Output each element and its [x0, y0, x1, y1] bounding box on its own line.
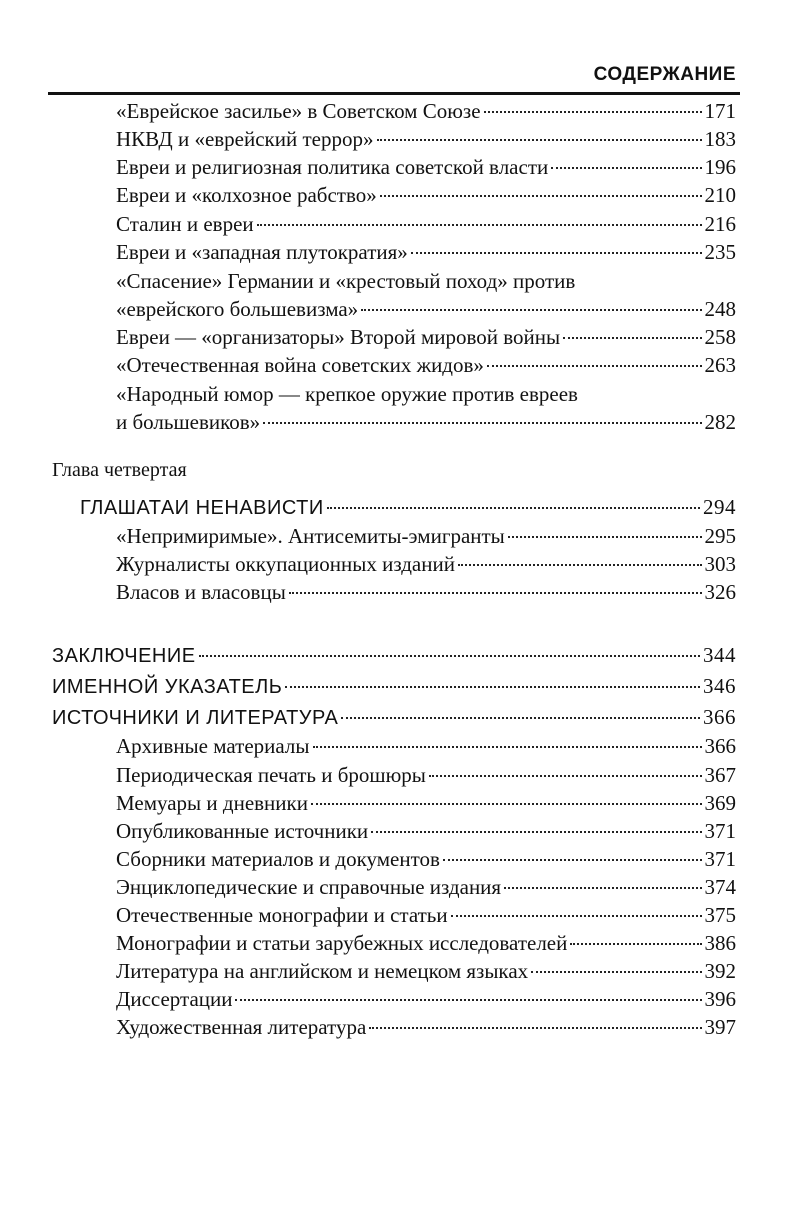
toc-entry-text: Периодическая печать и брошюры [116, 763, 426, 787]
toc-entry-page: 392 [704, 959, 736, 983]
page-header-title: СОДЕРЖАНИЕ [593, 64, 736, 85]
toc-entry-page: 216 [704, 212, 736, 236]
toc-entry-1 [116, 98, 736, 124]
toc-entry-text: Архивные материалы [116, 734, 310, 758]
toc-entry-4 [116, 182, 736, 208]
leader-dots [487, 365, 702, 367]
toc-entry-text: Художественная литература [116, 1015, 367, 1039]
toc-entry-6 [116, 239, 736, 265]
leader-dots [285, 686, 700, 688]
toc-entry-text: Евреи и «западная плутократия» [116, 240, 408, 264]
source-item-3 [116, 790, 736, 816]
toc-entry-text: «Еврейское засилье» в Советском Союзе [116, 99, 481, 123]
toc-entry-page: 396 [704, 987, 736, 1011]
toc-entry-page: 326 [704, 580, 736, 604]
source-item-11 [116, 1014, 736, 1040]
toc-entry-page: 210 [704, 183, 736, 207]
leader-dots [341, 717, 700, 719]
toc-entry-page: 346 [703, 674, 736, 698]
leader-dots [199, 655, 700, 657]
back-matter-index [52, 673, 736, 700]
toc-entry-text: Отечественные монографии и статьи [116, 903, 448, 927]
toc-entry-text: Диссертации [116, 987, 233, 1011]
source-item-8 [116, 930, 736, 956]
leader-dots [411, 252, 702, 254]
toc-entry-text: Евреи и религиозная политика советской власти [116, 155, 549, 179]
toc-entry-10 [116, 409, 736, 435]
leader-dots [531, 971, 701, 973]
leader-dots [508, 536, 702, 538]
toc-entry-page: 367 [704, 763, 736, 787]
chapter-item-3 [116, 579, 736, 605]
toc-entry-9 [116, 352, 736, 378]
leader-dots [369, 1027, 701, 1029]
toc-entry-text: «Непримиримые». Антисемиты-эмигранты [116, 524, 505, 548]
toc-entry-page: 263 [704, 353, 736, 377]
leader-dots [371, 831, 701, 833]
leader-dots [429, 775, 702, 777]
chapter-title-page: 294 [703, 495, 736, 519]
source-item-1 [116, 733, 736, 759]
toc-entry-10-line1: «Народный юмор — крепкое оружие против евреев [116, 382, 578, 406]
toc-entry-page: 258 [704, 325, 736, 349]
toc-entry-page: 183 [704, 127, 736, 151]
chapter-title-line [80, 494, 736, 521]
leader-dots [311, 803, 702, 805]
header-rule [48, 92, 740, 95]
toc-entry-page: 371 [704, 847, 736, 871]
toc-entry-text: Сборники материалов и документов [116, 847, 440, 871]
leader-dots [235, 999, 701, 1001]
toc-entry-text: Евреи — «организаторы» Второй мировой войны [116, 325, 561, 349]
source-item-2 [116, 762, 736, 788]
toc-entry-page: 386 [704, 931, 736, 955]
source-item-6 [116, 874, 736, 900]
toc-entry-page: 366 [704, 734, 736, 758]
leader-dots [263, 422, 701, 424]
toc-entry-page: 371 [704, 819, 736, 843]
back-matter-conclusion [52, 642, 736, 669]
toc-entry-page: 344 [703, 643, 736, 667]
leader-dots [551, 167, 701, 169]
toc-entry-text: Монографии и статьи зарубежных исследователей [116, 931, 568, 955]
toc-entry-text: Энциклопедические и справочные издания [116, 875, 502, 899]
toc-entry-8 [116, 324, 736, 350]
leader-dots [451, 915, 702, 917]
leader-dots [327, 507, 700, 509]
leader-dots [443, 859, 702, 861]
toc-entry-page: 171 [704, 99, 736, 123]
toc-entry-text: «Отечественная война советских жидов» [116, 353, 484, 377]
chapter-item-2 [116, 551, 736, 577]
source-item-7 [116, 902, 736, 928]
toc-entry-page: 196 [704, 155, 736, 179]
toc-entry-text: Власов и власовцы [116, 580, 286, 604]
toc-entry-2 [116, 126, 736, 152]
leader-dots [313, 746, 702, 748]
toc-entry-text: Литература на английском и немецком языках [116, 959, 529, 983]
toc-entry-page: 248 [704, 297, 736, 321]
toc-entry-7 [116, 296, 736, 322]
back-matter-sources [52, 704, 736, 731]
toc-entry-page: 282 [704, 410, 736, 434]
leader-dots [257, 224, 702, 226]
chapter-label: Глава четвертая [52, 459, 187, 481]
toc-entry-5 [116, 211, 736, 237]
toc-entry-text: Журналисты оккупационных изданий [116, 552, 455, 576]
chapter-title: ГЛАШАТАИ НЕНАВИСТИ [80, 497, 324, 519]
source-item-4 [116, 818, 736, 844]
toc-entry-text: «еврейского большевизма» [116, 297, 359, 321]
toc-entry-text: Евреи и «колхозное рабство» [116, 183, 377, 207]
leader-dots [570, 943, 701, 945]
leader-dots [361, 309, 701, 311]
source-item-5 [116, 846, 736, 872]
leader-dots [458, 564, 702, 566]
toc-entry-page: 303 [704, 552, 736, 576]
leader-dots [563, 337, 701, 339]
toc-entry-page: 375 [704, 903, 736, 927]
leader-dots [380, 195, 702, 197]
leader-dots [484, 111, 702, 113]
toc-entry-page: 369 [704, 791, 736, 815]
leader-dots [377, 139, 702, 141]
toc-entry-text: Мемуары и дневники [116, 791, 308, 815]
toc-entry-text: ИСТОЧНИКИ И ЛИТЕРАТУРА [52, 707, 339, 729]
toc-entry-text: ЗАКЛЮЧЕНИЕ [52, 645, 196, 667]
source-item-9 [116, 958, 736, 984]
toc-entry-text: НКВД и «еврейский террор» [116, 127, 374, 151]
toc-entry-page: 374 [704, 875, 736, 899]
toc-entry-text: Сталин и евреи [116, 212, 254, 236]
toc-entry-text: Опубликованные источники [116, 819, 369, 843]
toc-entry-page: 295 [704, 524, 736, 548]
chapter-item-1 [116, 523, 736, 549]
toc-entry-page: 366 [703, 705, 736, 729]
toc-entry-text: ИМЕННОЙ УКАЗАТЕЛЬ [52, 676, 283, 698]
source-item-10 [116, 986, 736, 1012]
toc-entry-page: 235 [704, 240, 736, 264]
toc-entry-7-line1: «Спасение» Германии и «крестовый поход» против [116, 269, 576, 293]
leader-dots [289, 592, 702, 594]
leader-dots [504, 887, 701, 889]
toc-entry-page: 397 [704, 1015, 736, 1039]
toc-entry-text: и большевиков» [116, 410, 261, 434]
toc-entry-3 [116, 154, 736, 180]
